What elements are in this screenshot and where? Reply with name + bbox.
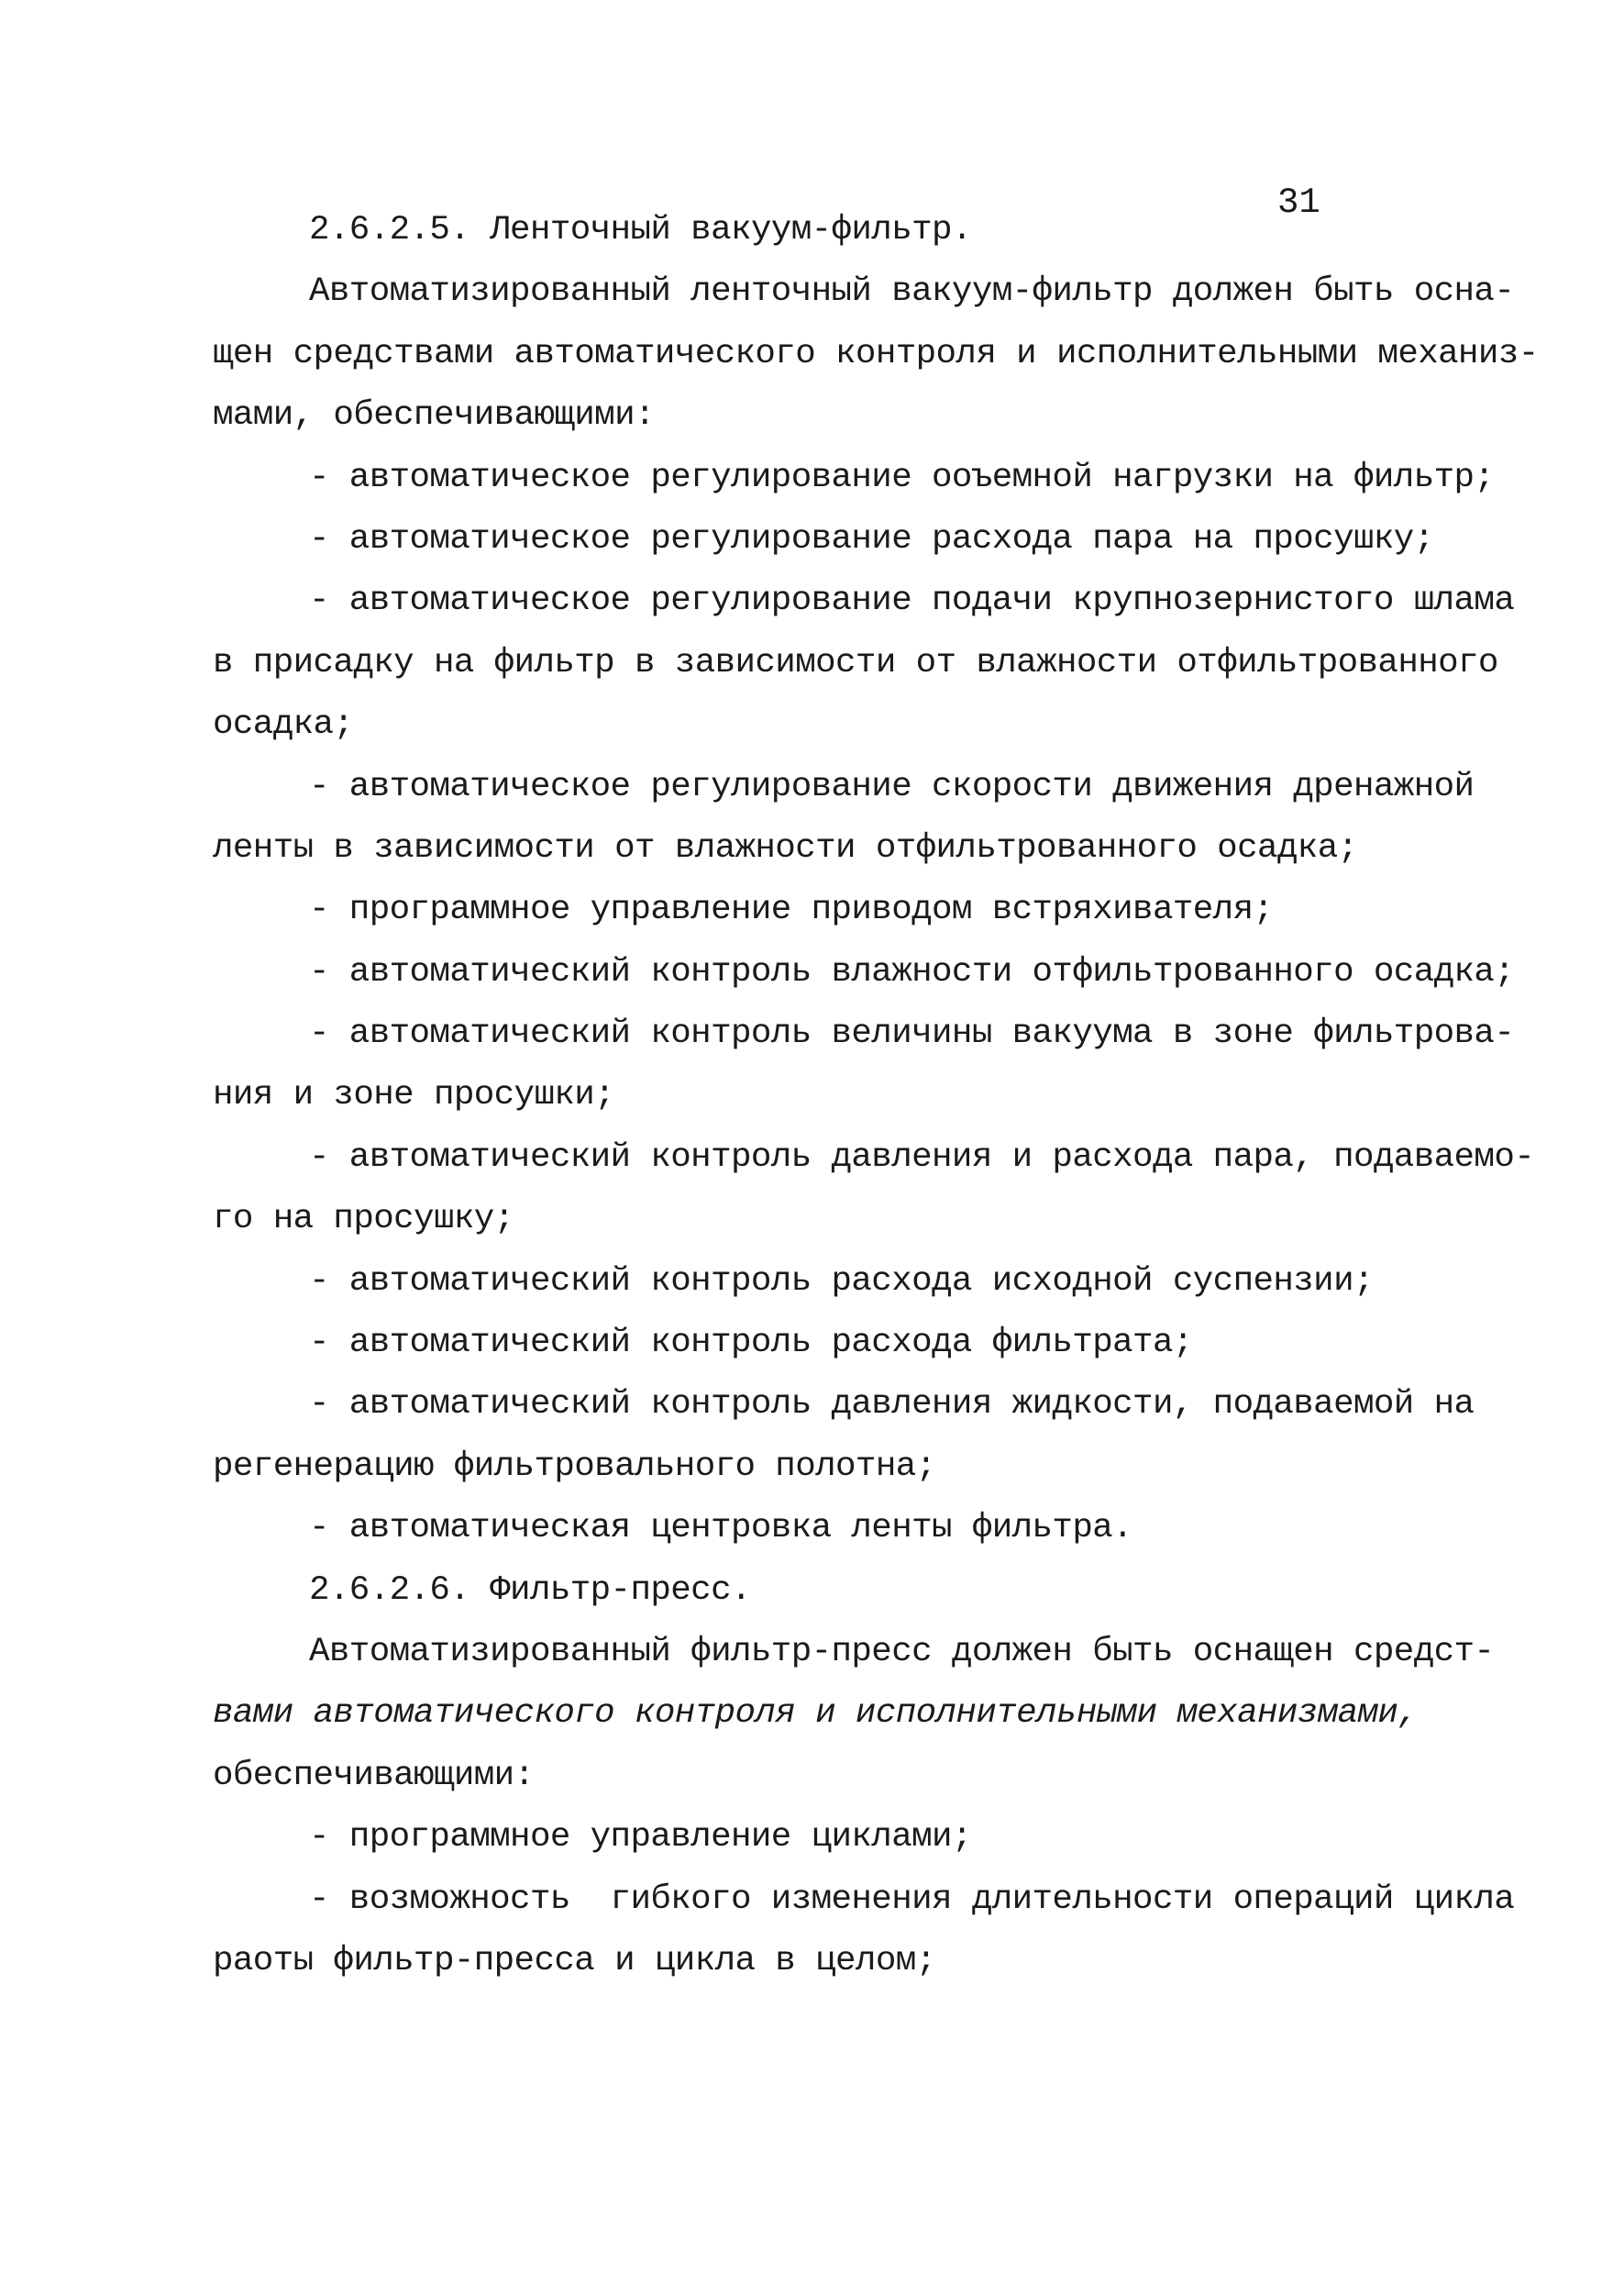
paragraph-line: обеспечивающими: [213, 1756, 535, 1795]
list-item-continuation: ния и зоне просушки; [213, 1076, 615, 1115]
paragraph-line: Автоматизированный ленточный вакуум-фильтр должен быть осна- [309, 272, 1515, 312]
paragraph-line: Автоматизированный фильтр-пресс должен быть оснащен средст- [309, 1632, 1495, 1671]
document-body [213, 200, 1539, 1992]
list-item: - автоматическая центровка ленты фильтра. [309, 1509, 1133, 1548]
paragraph-line: щен средствами автоматического контроля и исполнительными механиз- [213, 334, 1539, 373]
list-item: - программное управление циклами; [309, 1818, 972, 1857]
section-heading: 2.6.2.6. Фильтр-пресс. [309, 1570, 751, 1610]
list-item-continuation: регенерацию фильтровального полотна; [213, 1447, 936, 1486]
list-item: - автоматический контроль расхода фильтрата; [309, 1324, 1193, 1363]
paragraph-line: вами автоматического контроля и исполнительными механизмами, [213, 1694, 1419, 1734]
list-item: - возможность гибкого изменения длительности операций цикла [309, 1879, 1515, 1919]
list-item-continuation: осадка; [213, 705, 354, 745]
list-item: - автоматический контроль величины вакуума в зоне фильтрова- [309, 1015, 1515, 1054]
page-number: 31 [1277, 183, 1320, 223]
list-item: - автоматический контроль давления и расхода пара, подаваемо- [309, 1137, 1535, 1177]
list-item: - автоматический контроль влажности отфильтрованного осадка; [309, 952, 1515, 992]
list-item: - автоматическое регулирование скорости движения дренажной [309, 767, 1475, 806]
list-item: - автоматическое регулирование ооъемной нагрузки на фильтр; [309, 458, 1495, 497]
list-item: - программное управление приводом встряхивателя; [309, 891, 1274, 930]
list-item-continuation: ленты в зависимости от влажности отфильтрованного осадка; [213, 828, 1358, 868]
paragraph-line: мами, обеспечивающими: [213, 396, 655, 436]
list-item-continuation: раоты фильтр-пресса и цикла в целом; [213, 1941, 936, 1980]
list-item: - автоматический контроль давления жидкости, подаваемой на [309, 1385, 1475, 1425]
section-heading: 2.6.2.5. Ленточный вакуум-фильтр. [309, 211, 972, 249]
list-item-continuation: го на просушку; [213, 1200, 514, 1239]
list-item: - автоматический контроль расхода исходной суспензии; [309, 1261, 1374, 1301]
list-item: - автоматическое регулирование подачи крупнозернистого шлама [309, 582, 1515, 621]
list-item-continuation: в присадку на фильтр в зависимости от влажности отфильтрованного [213, 643, 1498, 682]
list-item: - автоматическое регулирование расхода пара на просушку; [309, 519, 1434, 559]
